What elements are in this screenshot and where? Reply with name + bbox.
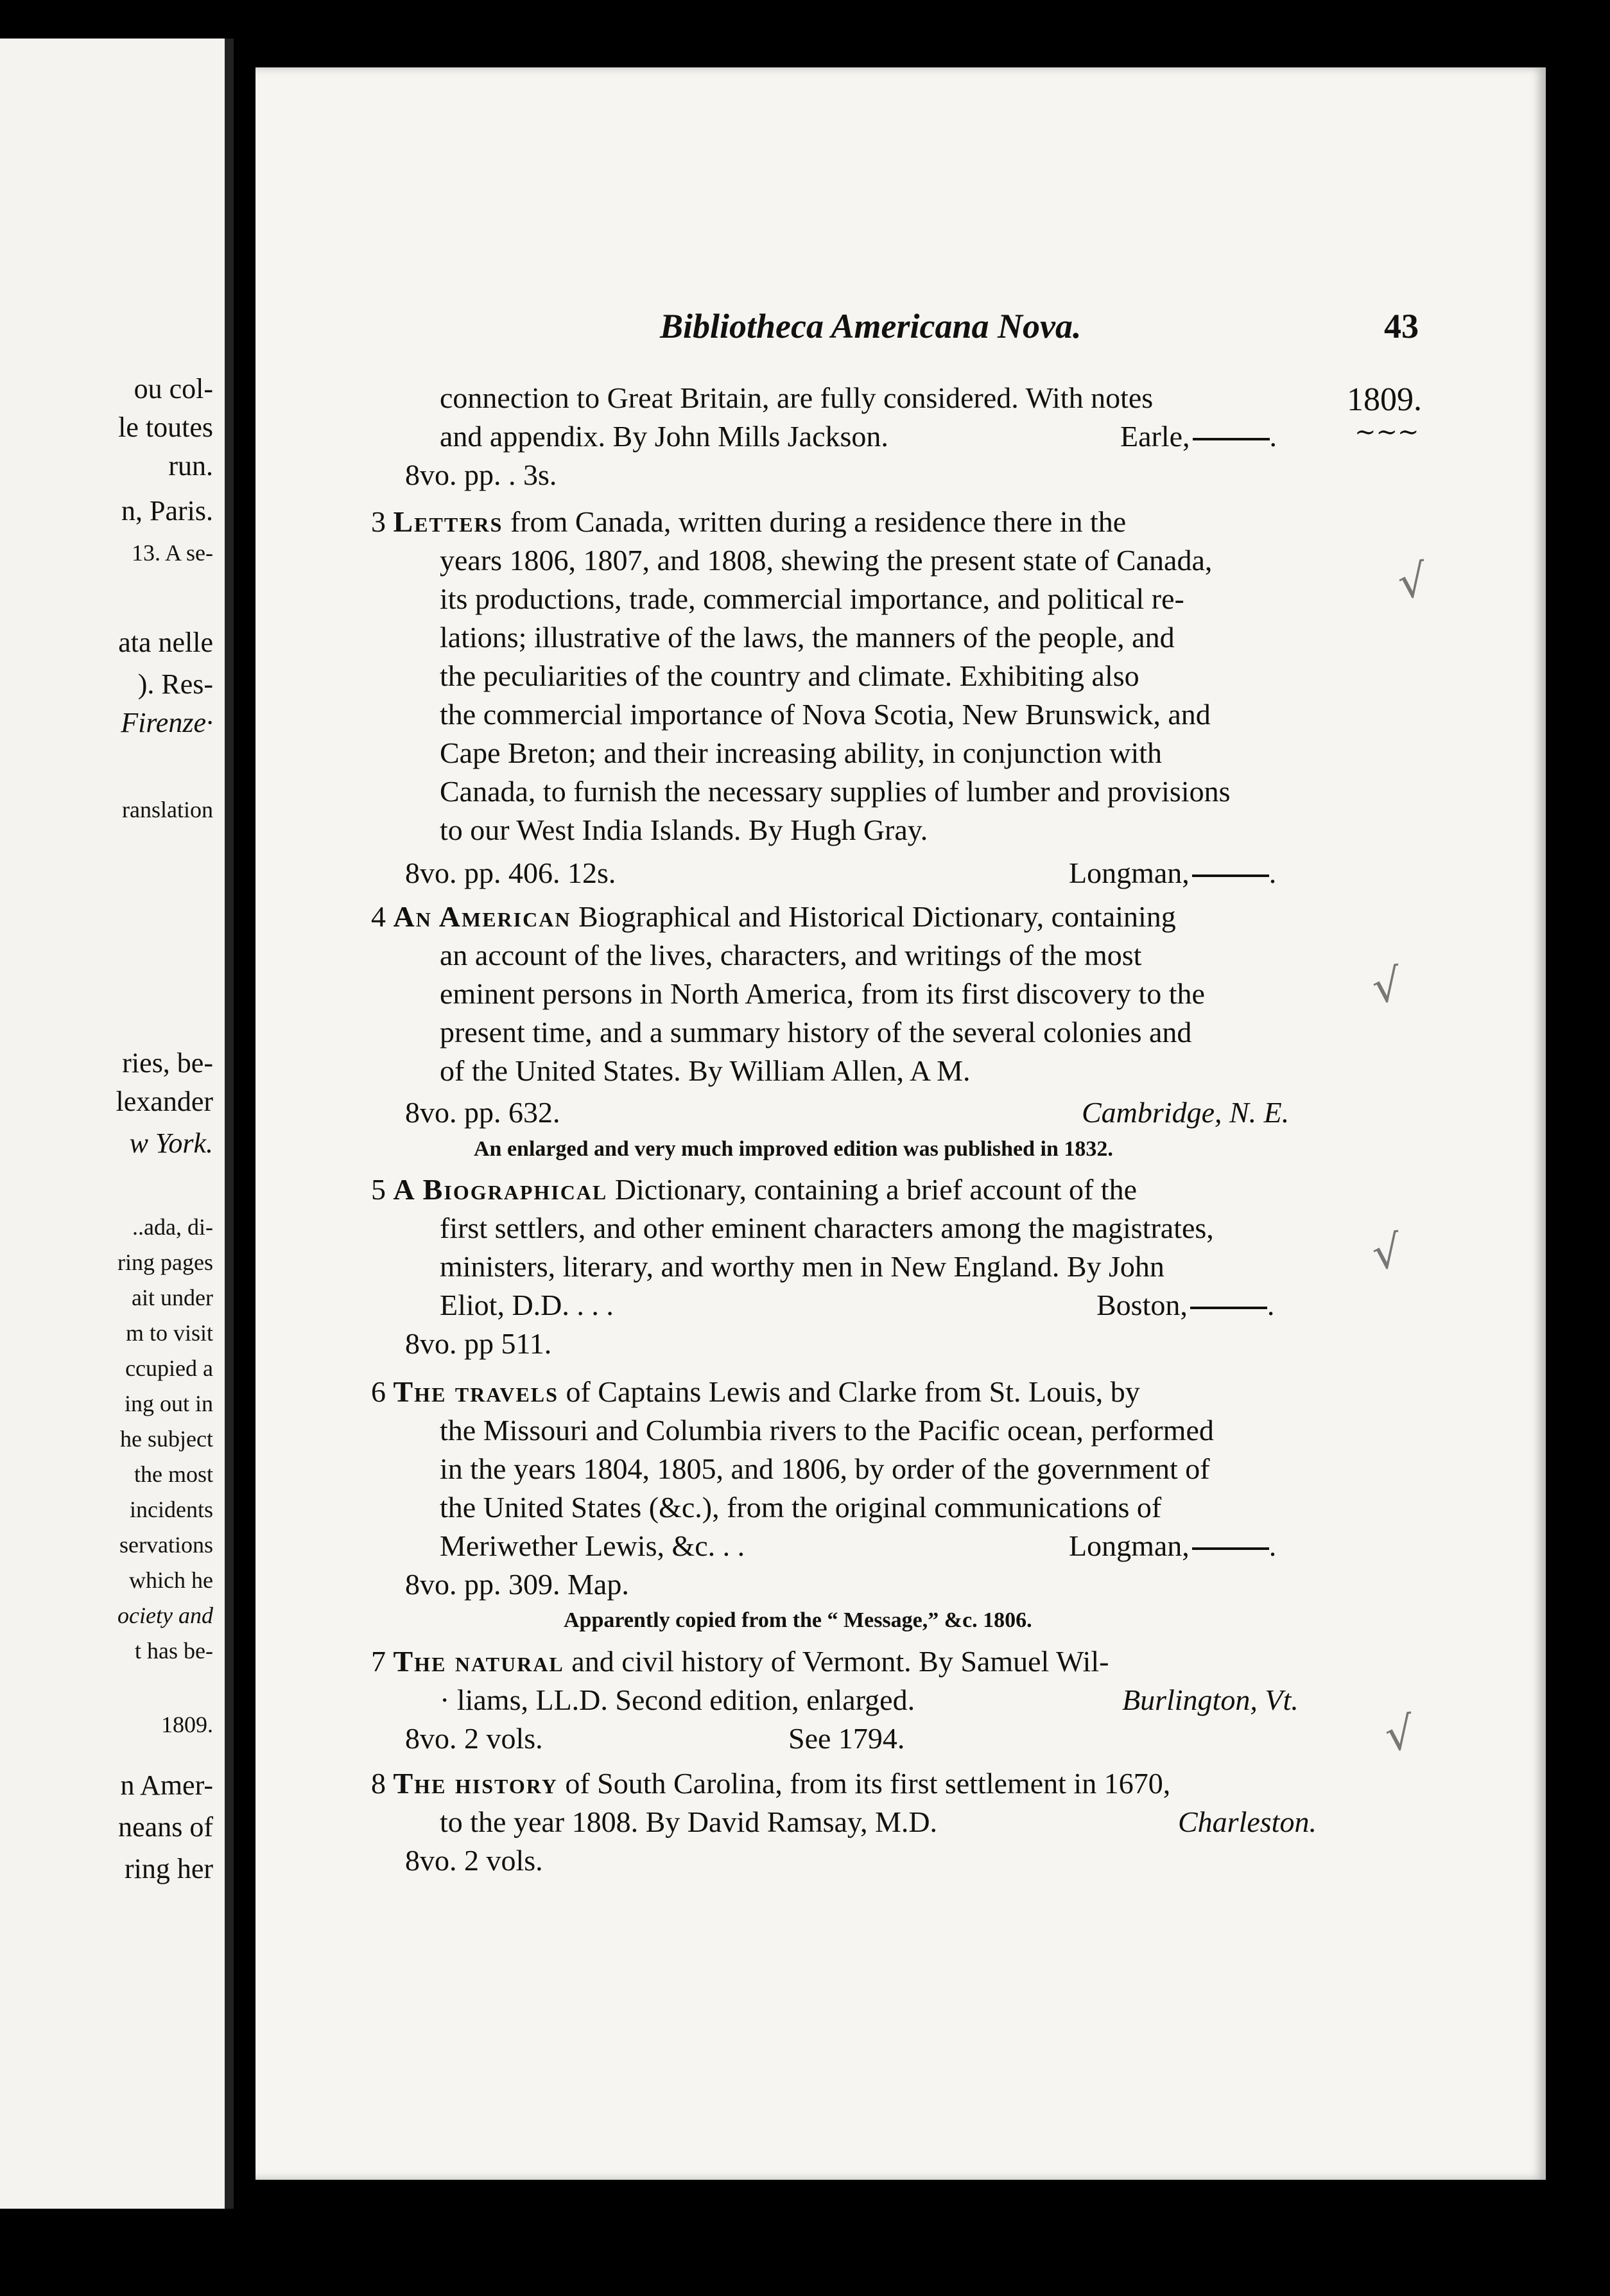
entry-3-line-3: its productions, trade, commercial importance, and political re- (440, 582, 1184, 615)
left-page-line: w York. (129, 1127, 213, 1159)
entry-3-line-9: to our West India Islands. By Hugh Gray. (440, 813, 928, 846)
entry-5-line-1: 5 A Biographical Dictionary, containing a brief account of the (371, 1173, 1137, 1206)
entry-4-note: An enlarged and very much improved edition was published in 1832. (474, 1137, 1113, 1161)
entry-4-line-1: 4 An American Biographical and Historical Dictionary, containing (371, 900, 1176, 933)
left-page-line: 13. A se- (131, 540, 213, 566)
left-page-line: ries, be- (122, 1047, 213, 1079)
left-page-line: neans of (118, 1811, 213, 1843)
entry-8-publisher: Charleston. (1178, 1805, 1317, 1838)
pencil-check-icon: √ (1394, 553, 1431, 610)
left-page-line: ccupied a (125, 1355, 213, 1381)
left-page-line: ociety and (117, 1603, 213, 1628)
entry-5-line-3: ministers, literary, and worthy men in New England. By John (440, 1250, 1164, 1283)
left-page-line: le toutes (118, 412, 213, 443)
entry-3-line-1: 3 Letters from Canada, written during a residence there in the (371, 505, 1127, 538)
entry-3-publisher: Longman, . (1069, 857, 1277, 889)
entry-5-line-4: Eliot, D.D. . . . (440, 1289, 614, 1321)
entry-3-line-2: years 1806, 1807, and 1808, shewing the present state of Canada, (440, 544, 1213, 577)
entry-6-note: Apparently copied from the “ Message,” &c. 1806. (564, 1608, 1032, 1632)
entry-2-line-2: and appendix. By John Mills Jackson. (440, 420, 888, 453)
left-page-line: the most (134, 1461, 213, 1487)
pencil-check-icon: √ (1369, 1224, 1405, 1281)
entry-7-imprint: 8vo. 2 vols. (405, 1722, 543, 1755)
left-page-line: ing out in (124, 1391, 213, 1416)
entry-7-see-also: See 1794. (788, 1722, 905, 1755)
left-page-line: run. (168, 450, 213, 482)
margin-tilde-mark: ∼∼∼ (1355, 417, 1419, 446)
entry-8-line-2: to the year 1808. By David Ramsay, M.D. (440, 1805, 938, 1838)
left-page-line: ring pages (117, 1249, 213, 1275)
left-page-line: lexander (116, 1086, 213, 1117)
entry-3-line-4: lations; illustrative of the laws, the manners of the people, and (440, 621, 1175, 654)
left-page-line: which he (129, 1567, 213, 1593)
page-number: 43 (1384, 307, 1419, 345)
left-page-line: m to visit (125, 1320, 213, 1346)
left-page-line: incidents (130, 1497, 213, 1522)
left-page-line: ..ada, di- (132, 1214, 213, 1240)
entry-4-imprint: 8vo. pp. 632. (405, 1096, 560, 1129)
entry-4-line-3: eminent persons in North America, from its first discovery to the (440, 977, 1205, 1010)
entry-6-line-2: the Missouri and Columbia rivers to the Pacific ocean, performed (440, 1414, 1214, 1447)
entry-3-line-7: Cape Breton; and their increasing ability, in conjunction with (440, 736, 1163, 769)
left-page-line: 1809. (161, 1712, 213, 1737)
entry-2-publisher: Earle, . (1120, 420, 1277, 453)
entry-7-line-1: 7 The natural and civil history of Vermont. By Samuel Wil- (371, 1645, 1109, 1678)
running-head: Bibliotheca Americana Nova. (660, 307, 1082, 345)
entry-6-publisher: Longman, . (1069, 1529, 1277, 1562)
entry-4-line-2: an account of the lives, characters, and writings of the most (440, 939, 1142, 971)
left-page-line: n, Paris. (121, 495, 213, 526)
entry-2-imprint: 8vo. pp. . 3s. (405, 458, 557, 491)
left-page-line: ou col- (134, 373, 213, 404)
entry-8-line-1: 8 The history of South Carolina, from its first settlement in 1670, (371, 1767, 1171, 1800)
entry-7-line-2: · liams, LL.D. Second edition, enlarged. (440, 1683, 915, 1716)
entry-6-imprint: 8vo. pp. 309. Map. (405, 1568, 629, 1601)
entry-4-line-5: of the United States. By William Allen, A M. (440, 1054, 971, 1087)
left-page-line: ait under (132, 1285, 213, 1310)
left-page-line: t has be- (135, 1638, 213, 1664)
entry-6-line-4: the United States (&c.), from the original communications of (440, 1491, 1162, 1524)
entry-8-imprint: 8vo. 2 vols. (405, 1844, 543, 1877)
entry-4-publisher: Cambridge, N. E. (1082, 1096, 1290, 1129)
pencil-check-icon: √ (1369, 958, 1405, 1014)
entry-4-line-4: present time, and a summary history of the several colonies and (440, 1016, 1192, 1048)
entry-6-line-1: 6 The travels of Captains Lewis and Clarke from St. Louis, by (371, 1375, 1140, 1408)
left-page-line: n Amer- (120, 1770, 213, 1801)
entry-5-imprint: 8vo. pp 511. (405, 1327, 552, 1360)
left-page-line: ring her (124, 1853, 213, 1884)
left-page-line: Firenze· (121, 707, 213, 738)
left-page-line: ). Res- (137, 668, 213, 700)
entry-3-line-5: the peculiarities of the country and climate. Exhibiting also (440, 659, 1139, 692)
entry-2-line-1: connection to Great Britain, are fully considered. With notes (440, 381, 1154, 414)
entry-6-line-5: Meriwether Lewis, &c. . . (440, 1529, 745, 1562)
entry-3-imprint: 8vo. pp. 406. 12s. (405, 857, 616, 889)
entry-5-publisher: Boston, . (1096, 1289, 1275, 1321)
margin-year: 1809. (1347, 381, 1422, 418)
left-page-line: ata nelle (118, 627, 213, 658)
left-page-line: ranslation (122, 797, 213, 822)
entry-7-publisher: Burlington, Vt. (1122, 1683, 1299, 1716)
previous-page-fragment (0, 39, 234, 2209)
entry-3-line-8: Canada, to furnish the necessary supplies of lumber and provisions (440, 775, 1231, 808)
pencil-check-icon: √ (1381, 1706, 1418, 1762)
left-page-line: servations (119, 1532, 213, 1558)
entry-5-line-2: first settlers, and other eminent characters among the magistrates, (440, 1212, 1214, 1244)
left-page-line: he subject (120, 1426, 213, 1452)
entry-3-line-6: the commercial importance of Nova Scotia, New Brunswick, and (440, 698, 1211, 731)
book-page (255, 67, 1546, 2180)
entry-6-line-3: in the years 1804, 1805, and 1806, by order of the government of (440, 1452, 1210, 1485)
